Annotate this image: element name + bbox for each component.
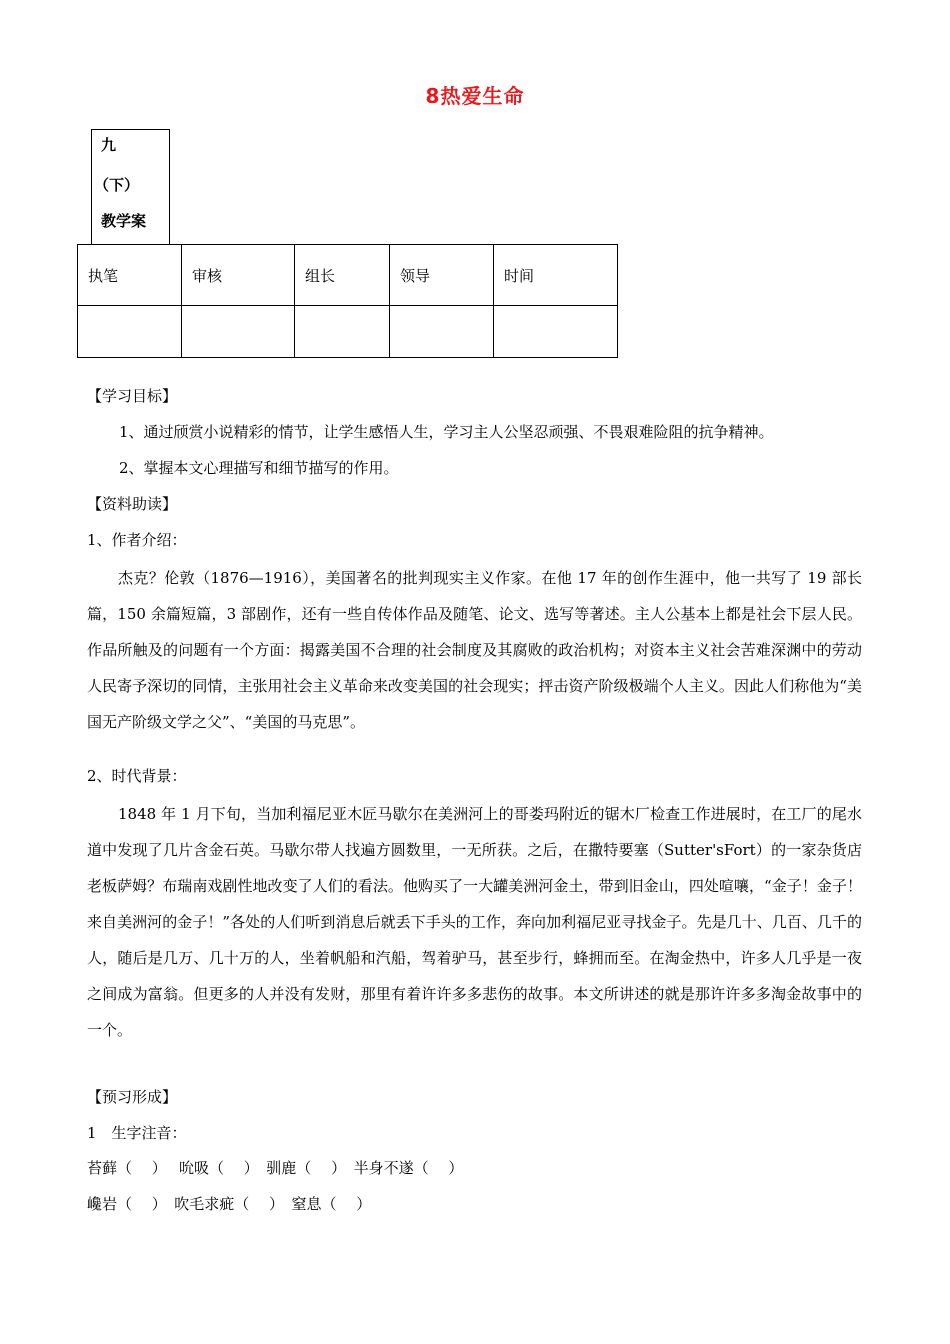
- page-title: 8热爱生命: [425, 84, 525, 108]
- grade-box: [91, 129, 170, 244]
- header-director: 领导: [390, 245, 494, 306]
- preview-heading: 【预习形成】: [87, 1088, 178, 1106]
- goals-heading: 【学习目标】: [87, 387, 178, 405]
- phonetic-line-2: 巉岩（ ） 吹毛求疵（ ） 窒息（ ）: [87, 1195, 372, 1213]
- type-label: 教学案: [101, 212, 147, 230]
- cell-time: [494, 306, 618, 358]
- author-paragraph: 杰克？伦敦（1876—1916），美国著名的批判现实主义作家。在他 17 年的创作生涯中，他一共写了 19 部长篇，150 余篇短篇，3 部剧作，还有一些自传体作品及随笔、论文、选写等著述。主人公基本上都是社会下层人民。作品所触及的问题有一个方面：揭露美国不合理的社会制度及其腐败的政治机构；对资本主义社会苦难深渊中的劳动人民寄予深切的同情，主张用社会主义革命来改变美国的社会现实；抨击资产阶级极端个人主义。因此人们称他为“美国无产阶级文学之父”、“美国的马克思”。: [87, 569, 862, 731]
- phonetic-line-1: 苔藓（ ） 吮吸（ ） 驯鹿（ ） 半身不遂（ ）: [87, 1159, 464, 1177]
- phonetic-heading: 1 生字注音：: [87, 1124, 187, 1142]
- cell-writer: [78, 306, 182, 358]
- header-time: 时间: [494, 245, 618, 306]
- grade-label: 九: [101, 136, 117, 154]
- header-leader: 组长: [295, 245, 390, 306]
- table-row: [78, 306, 618, 358]
- header-writer: 执笔: [78, 245, 182, 306]
- staff-table: [77, 244, 618, 358]
- cell-leader: [295, 306, 390, 358]
- table-header-row: [78, 245, 618, 306]
- cell-reviewer: [182, 306, 295, 358]
- header-reviewer: 审核: [182, 245, 295, 306]
- background-heading: 2、时代背景：: [87, 767, 187, 785]
- goal-1: 1、通过颀赏小说精彩的情节，让学生感悟人生，学习主人公坚忍顽强、不畏艰难险阻的抗争精神。: [119, 423, 774, 441]
- material-heading: 【资料助读】: [87, 495, 178, 513]
- goal-2: 2、掌握本文心理描写和细节描写的作用。: [119, 459, 399, 477]
- term-label: （下）: [94, 176, 140, 194]
- author-heading: 1、作者介绍：: [87, 531, 187, 549]
- cell-director: [390, 306, 494, 358]
- background-paragraph: 1848 年 1 月下旬，当加利福尼亚木匠马歇尔在美洲河上的哥娄玛附近的锯木厂检查工作进展时，在工厂的尾水道中发现了几片含金石英。马歇尔带人找遍方圆数里，一无所获。之后，在撒特要塞（Sutter'sFort）的一家杂货店老板萨姆？布瑞南戏剧性地改变了人们的看法。他购买了一大罐美洲河金土，带到旧金山，四处喧嚷，“金子！金子！来自美洲河的金子！”各处的人们听到消息后就丢下手头的工作，奔向加利福尼亚寻找金子。先是几十、几百、几千的人，随后是几万、几十万的人，坐着帆船和汽船，驾着驴马，甚至步行，蜂拥而至。在淘金热中，许多人几乎是一夜之间成为富翁。但更多的人并没有发财，那里有着许许多多悲伤的故事。本文所讲述的就是那许许多多淘金故事中的一个。: [87, 805, 862, 1039]
